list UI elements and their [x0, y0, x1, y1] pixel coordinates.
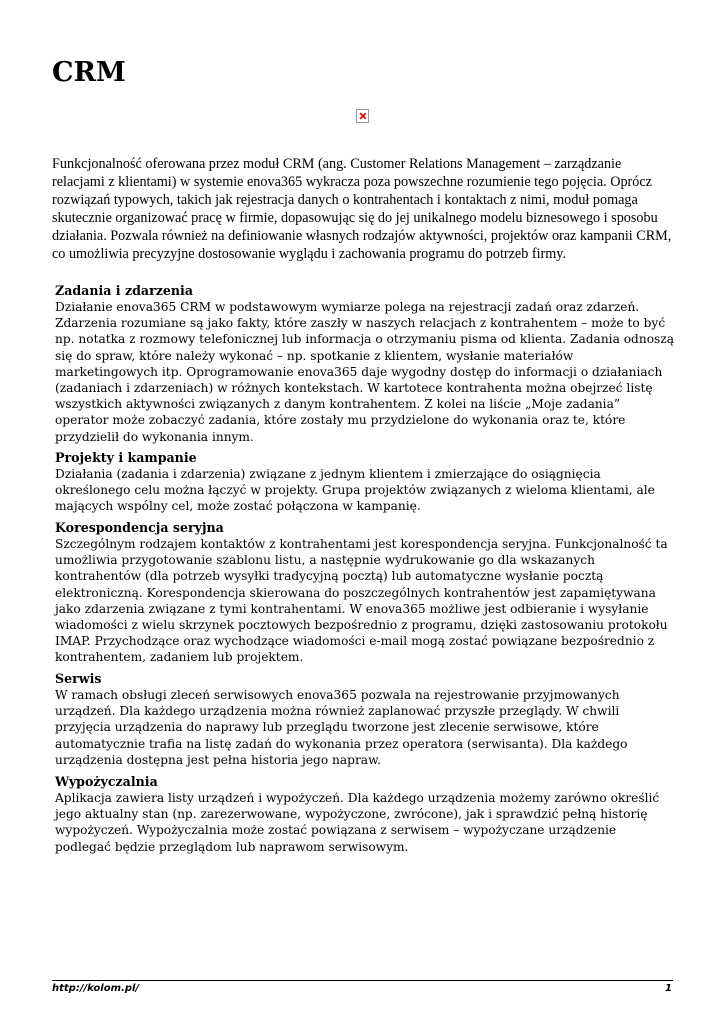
section-wypozyczalnia	[55, 774, 675, 855]
broken-image-icon	[356, 109, 369, 123]
section-heading: Projekty i kampanie	[55, 450, 197, 465]
section-body: Działania (zadania i zdarzenia) związane z jednym klientem i zmierzające do osiągnięcia określonego celu można łączyć w projekty. Grupa projektów związanych z wieloma klientami, ale mających wspólny cel, może zostać połączona w kampanię.	[55, 467, 655, 514]
page-title: CRM	[52, 57, 126, 88]
section-zadania-i-zdarzenia	[55, 283, 675, 445]
section-heading: Korespondencja seryjna	[55, 520, 224, 535]
footer-divider	[52, 980, 673, 981]
section-body: W ramach obsługi zleceń serwisowych enova365 pozwala na rejestrowanie przyjmowanych urządzeń. Dla każdego urządzenia można również zaplanować przyszłe przeglądy. W chwili przyjęcia urządzenia do naprawy lub przeglądu tworzone jest zlecenie serwisowe, które automatycznie trafia na listę zadań do wykonania przez operatora (serwisanta). Dla każdego urządzenia dostępna jest pełna historia jego napraw.	[55, 688, 628, 767]
intro-paragraph: Funkcjonalność oferowana przez moduł CRM (ang. Customer Relations Management – zarządzanie relacjami z klientami) w systemie enova365 wykracza poza powszechne rozumienie tego pojęcia. Oprócz rozwiązań typowych, takich jak rejestracja danych o kontrahentach i kontaktach z nimi, moduł pomaga skutecznie organizować pracę w firmie, dopasowując się do jej unikalnego modelu biznesowego i sposobu działania. Pozwala również na definiowanie własnych rodzajów aktywności, projektów oraz kampanii CRM, co umożliwia precyzyjne dostosowanie wyglądu i zachowania programu do potrzeb firmy.	[52, 156, 672, 262]
section-heading: Serwis	[55, 671, 102, 686]
section-korespondencja-seryjna	[55, 520, 675, 666]
section-heading: Zadania i zdarzenia	[55, 283, 193, 298]
footer-url-link[interactable]: http://kolom.pl/	[52, 983, 140, 994]
section-body: Działanie enova365 CRM w podstawowym wymiarze polega na rejestracji zadań oraz zdarzeń. Zdarzenia rozumiane są jako fakty, które zaszły w naszych relacjach z kontrahentem – może to być np. notatka z rozmowy telefonicznej lub informacja o otrzymaniu pisma od klienta. Zadania odnoszą się do spraw, które należy wykonać – np. spotkanie z klientem, wysłanie materiałów marketingowych itp. Oprogramowanie enova365 daje wygodny dostęp do informacji o działaniach (zadaniach i zdarzeniach) w różnych kontekstach. W kartotece kontrahenta można obejrzeć listę wszystkich aktywności związanych z danym kontrahentem. Z kolei na liście „Moje zadania” operator może zobaczyć zadania, które zostały mu przydzielone do wykonania oraz te, które przydzielił do wykonania innym.	[55, 300, 674, 444]
section-body: Szczególnym rodzajem kontaktów z kontrahentami jest korespondencja seryjna. Funkcjonalność ta umożliwia przygotowanie szablonu listu, a następnie wydrukowanie go dla wskazanych kontrahentów (dla potrzeb wysyłki tradycyjną pocztą) lub automatyczne wysłanie pocztą elektroniczną. Korespondencja skierowana do poszczególnych kontrahentów jest zapamiętywana jako zdarzenia związane z tymi kontrahentami. W enova365 możliwe jest odbieranie i wysyłanie wiadomości z wielu skrzynek pocztowych bezpośrednio z programu, dzięki zastosowaniu protokołu IMAP. Przychodzące oraz wychodzące wiadomości e-mail mogą zostać powiązane bezpośrednio z kontrahentem, zadaniem lub projektem.	[55, 537, 668, 665]
section-serwis	[55, 671, 675, 768]
section-projekty-i-kampanie	[55, 450, 675, 515]
footer-page-number: 1	[665, 983, 672, 994]
section-body: Aplikacja zawiera listy urządzeń i wypożyczeń. Dla każdego urządzenia możemy zarówno określić jego aktualny stan (np. zarezerwowane, wypożyczone, zwrócone), jak i sprawdzić pełną historię wypożyczeń. Wypożyczalnia może zostać powiązana z serwisem – wypożyczane urządzenie podlegać będzie przeglądom lub naprawom serwisowym.	[55, 791, 660, 854]
section-heading: Wypożyczalnia	[55, 774, 158, 789]
